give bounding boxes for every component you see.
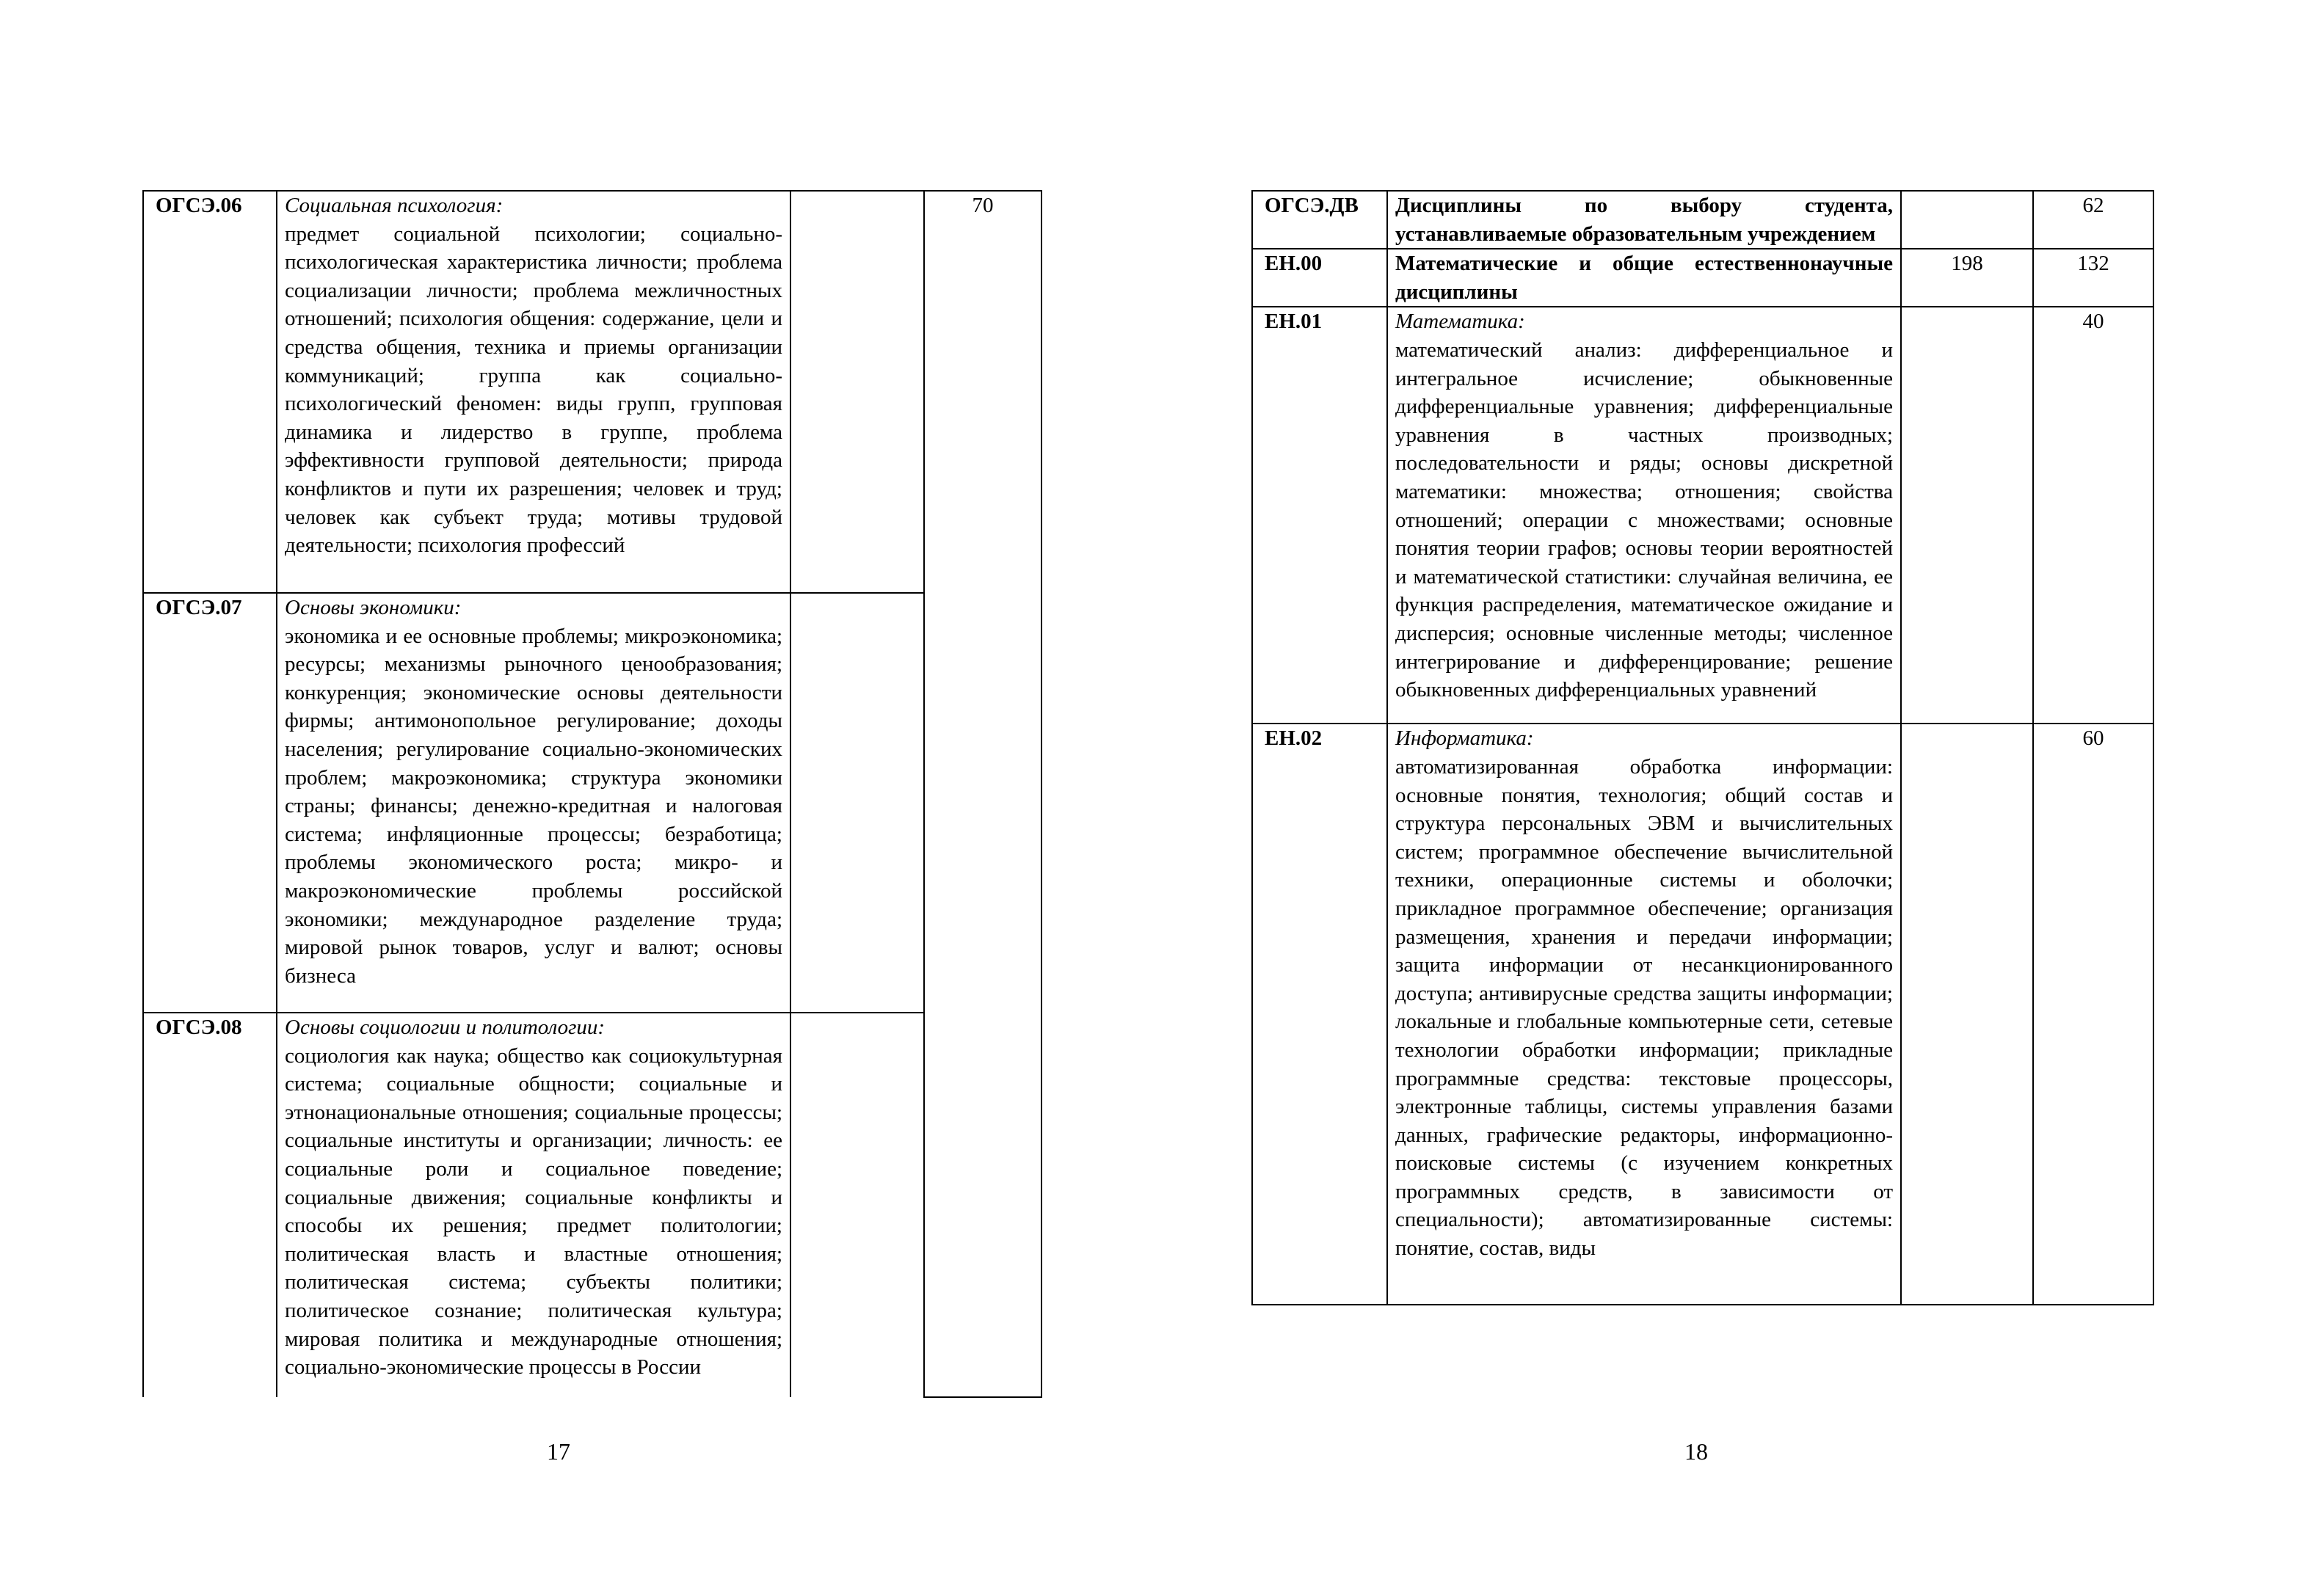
hours-total-cell bbox=[790, 593, 924, 1013]
row-content bbox=[277, 1013, 790, 1397]
hours-cell: 70 bbox=[924, 191, 1042, 1397]
hours-total-cell bbox=[790, 1013, 924, 1397]
subject-description: социология как наука; общество как социокультурная система; социальные общности; социальные и этнонациональные отношения; социальные процессы; социальные институты и организации; личность: ее социальные роли и социальное поведение; социальные движения; социальные конфликты и способы их решения; предмет политологии; политическая власть и властные отношения; политическая система; субъекты политики; политическое сознание; политическая культура; мировая политика и международные отношения; социально-экономические процессы в России bbox=[285, 1043, 782, 1380]
table-row bbox=[143, 1013, 1042, 1397]
subject-title: Математика: bbox=[1395, 310, 1525, 334]
hours-total-cell bbox=[1901, 724, 2033, 1305]
table-row bbox=[1252, 724, 2153, 1305]
hours-total-cell bbox=[1901, 307, 2033, 724]
hours-total-cell: 198 bbox=[1901, 249, 2033, 307]
section-title: Математические и общие естественнонаучные дисциплины bbox=[1395, 252, 1893, 304]
subject-description: предмет социальной психологии; социально-психологическая характеристика личности; проблема социализации личности; проблема межличностных отношений; психология общения: содержание, цели и средства общения, техника и приемы организации коммуникаций; группа как социально-психологический феномен: виды групп, групповая динамика и лидерство в группе, проблема эффективности групповой деятельности; природа конфликтов и пути их разрешения; человек и труд; человек как субъект труда; мотивы трудовой деятельности; психология профессий bbox=[285, 222, 782, 558]
row-code: ОГСЭ.07 bbox=[143, 593, 277, 1013]
hours-cell: 132 bbox=[2033, 249, 2153, 307]
table-row bbox=[143, 593, 1042, 1013]
row-content bbox=[277, 593, 790, 1013]
curriculum-table-right bbox=[1251, 190, 2154, 1305]
hours-total-cell bbox=[1901, 191, 2033, 249]
subject-title: Основы социологии и политологии: bbox=[285, 1016, 606, 1039]
section-title: Дисциплины по выбору студента, устанавливаемые образовательным учреждением bbox=[1395, 194, 1893, 246]
row-code: ОГСЭ.06 bbox=[143, 191, 277, 593]
row-content bbox=[1387, 307, 1901, 724]
subject-title: Социальная психология: bbox=[285, 194, 504, 217]
right-page bbox=[1156, 0, 2312, 1596]
page-number: 18 bbox=[1684, 1438, 1708, 1465]
subject-title: Информатика: bbox=[1395, 726, 1534, 751]
table-row bbox=[143, 191, 1042, 593]
row-content bbox=[1387, 249, 1901, 307]
row-code: ЕН.02 bbox=[1252, 724, 1387, 1305]
hours-cell: 40 bbox=[2033, 307, 2153, 724]
row-content bbox=[1387, 724, 1901, 1305]
table-row bbox=[1252, 307, 2153, 724]
subject-description: автоматизированная обработка информации: основные понятия, технология; общий состав и структура персональных ЭВМ и вычислительных систем; программное обеспечение вычислительной техники, операционные системы и оболочки; прикладное программное обеспечение; организация размещения, хранения и передачи информации; защита информации от несанкционированного доступа; антивирусные средства защиты информации; локальные и глобальные компьютерные сети, сетевые технологии обработки информации; прикладные программные средства: текстовые процессоры, электронные таблицы, системы управления базами данных, графические редакторы, информационно-поисковые системы (с изучением конкретных программных средств, в зависимости от специальности); автоматизированные системы: понятие, состав, виды bbox=[1395, 754, 1893, 1261]
subject-description: экономика и ее основные проблемы; микроэкономика; ресурсы; механизмы рыночного ценообразования; конкуренция; экономические основы деятельности фирмы; антимонопольное регулирование; доходы населения; регулирование социально-экономических проблем; макроэкономика; структура экономики страны; финансы; денежно-кредитная и налоговая система; инфляционные процессы; безработица; проблемы экономического роста; микро- и макроэкономические проблемы российской экономики; международное разделение труда; мировой рынок товаров, услуг и валют; основы бизнеса bbox=[285, 624, 782, 988]
table-row bbox=[1252, 191, 2153, 249]
row-code: ЕН.01 bbox=[1252, 307, 1387, 724]
hours-cell: 60 bbox=[2033, 724, 2153, 1305]
table-row bbox=[1252, 249, 2153, 307]
row-content bbox=[1387, 191, 1901, 249]
subject-title: Основы экономики: bbox=[285, 596, 462, 619]
row-code: ЕН.00 bbox=[1252, 249, 1387, 307]
curriculum-table-left bbox=[142, 190, 1042, 1398]
hours-cell: 62 bbox=[2033, 191, 2153, 249]
row-content bbox=[277, 191, 790, 593]
row-code: ОГСЭ.ДВ bbox=[1252, 191, 1387, 249]
row-code: ОГСЭ.08 bbox=[143, 1013, 277, 1397]
hours-total-cell bbox=[790, 191, 924, 593]
subject-description: математический анализ: дифференциальное и интегральное исчисление; обыкновенные дифференциальные уравнения; дифференциальные уравнения в частных производных; последовательности и ряды; основы дискретной математики: множества; отношения; свойства отношений; операции с множествами; основные понятия теории графов; основы теории вероятностей и математической статистики: случайная величина, ее функция распределения, математическое ожидание и дисперсия; основные численные методы; численное интегрирование и дифференцирование; решение обыкновенных дифференциальных уравнений bbox=[1395, 338, 1893, 702]
page-number: 17 bbox=[547, 1438, 570, 1465]
